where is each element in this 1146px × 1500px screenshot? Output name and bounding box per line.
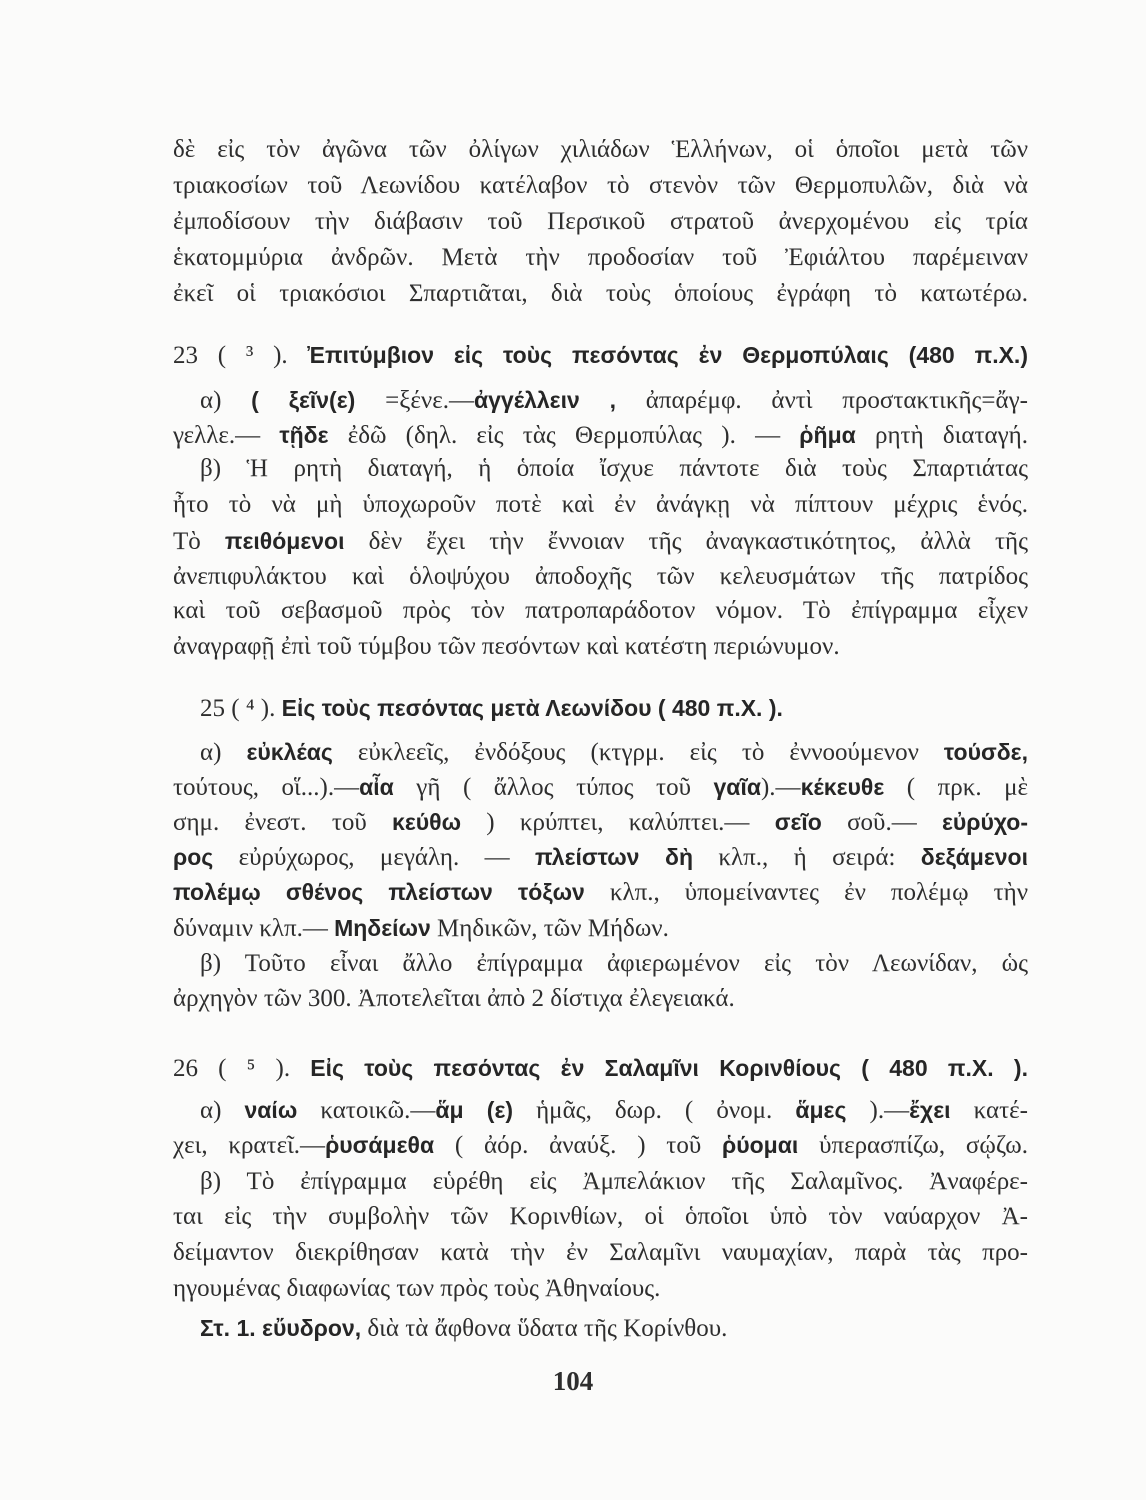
- bold-term: Εἰς τοὺς πεσόντας μετὰ Λεωνίδου ( 480 π.Χ. ).: [281, 695, 783, 721]
- text-run: χει, κρατεῖ.—: [173, 1132, 326, 1159]
- text-line: [173, 1271, 1028, 1307]
- page-number: 104: [552, 1366, 594, 1396]
- text-run: σημ. ἐνεστ. τοῦ: [173, 809, 393, 836]
- bold-term: ἅμες: [795, 1097, 847, 1123]
- text-run: ἐκεῖ οἱ τριακόσιοι Σπαρτιᾶται, διὰ τοὺς ὁποίους ἐγράφη τὸ κατωτέρω.: [173, 280, 1028, 307]
- text-run: ρητὴ διαταγή.: [855, 422, 1029, 449]
- text-line: [173, 487, 1028, 523]
- text-run: κλπ., ἡ σειρά:: [693, 844, 921, 871]
- text-line: [200, 382, 1028, 418]
- text-line: [200, 734, 1028, 770]
- text-run: α): [200, 739, 247, 766]
- text-line: [173, 839, 1028, 875]
- bold-term: Ἐπιτύμβιον εἰς τοὺς πεσόντας ἐν Θερμοπύλαις (480 π.Χ.): [307, 342, 1028, 368]
- bold-term: τούσδε,: [943, 739, 1028, 765]
- text-run: 23 ( ³ ).: [173, 342, 308, 369]
- bold-term: τῇδε: [279, 422, 329, 448]
- text-run: ἀπαρέμφ. ἀντὶ προστακτικῆς=ἄγ-: [616, 387, 1029, 414]
- text-line: [173, 1199, 1028, 1235]
- bold-term: γαῖα: [713, 774, 761, 800]
- text-run: εὐκλεεῖς, ἐνδόξους (κτγρμ. εἰς τὸ ἐννοούμενον: [332, 739, 944, 766]
- text-run: Τὸ: [173, 528, 225, 555]
- text-run: ηγουμένας διαφωνίας των πρὸς τοὺς Ἀθηναίους.: [173, 1275, 661, 1302]
- text-run: διὰ τὰ ἄφθονα ὕδατα τῆς Κορίνθου.: [361, 1315, 728, 1342]
- bold-term: ἔχει: [909, 1097, 951, 1123]
- text-run: δὲν ἔχει τὴν ἔννοιαν τῆς ἀναγκαστικότητος, ἀλλὰ τῆς: [344, 528, 1028, 555]
- text-line: [173, 769, 1028, 805]
- text-run: ).—: [760, 774, 801, 801]
- text-line: [173, 240, 1028, 276]
- text-run: τούτους, οἵ...).—: [173, 774, 360, 801]
- text-run: ἡμᾶς, δωρ. ( ὀνομ.: [513, 1097, 796, 1124]
- text-run: α): [200, 1097, 245, 1124]
- text-run: α): [200, 387, 252, 414]
- text-line: [173, 629, 1028, 665]
- bold-term: Εἰς τοὺς πεσόντας ἐν Σαλαμῖνι Κορινθίους ( 480 π.Χ. ).: [310, 1055, 1028, 1081]
- bold-term: ῥυσάμεθα: [325, 1132, 435, 1158]
- text-run: β) Τοῦτο εἶναι ἄλλο ἐπίγραμμα ἀφιερωμένον εἰς τὸν Λεωνίδαν, ὡς: [200, 950, 1028, 977]
- bold-term: ἀγγέλλειν ,: [473, 387, 617, 413]
- text-line: [173, 593, 1028, 629]
- text-run: β) Ἡ ρητὴ διαταγή, ἡ ὁποία ἴσχυε πάντοτε διὰ τοὺς Σπαρτιάτας: [200, 455, 1028, 482]
- text-run: ).—: [846, 1097, 910, 1124]
- text-run: 26 ( ⁵ ).: [173, 1055, 311, 1082]
- text-line: [173, 1235, 1028, 1271]
- text-run: ) κρύπτει, καλύπτει.—: [461, 809, 775, 836]
- text-line: [200, 1092, 1028, 1128]
- text-line: [173, 910, 1028, 946]
- bold-term: αἶα: [359, 774, 394, 800]
- text-run: καὶ τοῦ σεβασμοῦ πρὸς τὸν πατροπαράδοτον νόμον. Τὸ ἐπίγραμμα εἶχεν: [173, 597, 1028, 624]
- bold-term: ῥύομαι: [722, 1132, 799, 1158]
- bold-term: δεξάμενοι: [920, 844, 1028, 870]
- bold-term: ναίω: [244, 1097, 298, 1123]
- section-heading: [173, 1050, 1028, 1086]
- text-run: ται εἰς τὴν συμβολὴν τῶν Κορινθίων, οἱ ὁποῖοι ὑπὸ τὸν ναύαρχον Ἀ-: [173, 1203, 1028, 1230]
- text-run: εὐρύχωρος, μεγάλη. —: [213, 844, 536, 871]
- text-line: [173, 874, 1028, 910]
- text-line: [173, 981, 1028, 1017]
- bold-term: σεῖο: [774, 809, 822, 835]
- text-line: [173, 523, 1028, 559]
- bold-term: κέκευθε: [800, 774, 885, 800]
- text-run: γελλε.—: [173, 422, 280, 449]
- bold-term: Μηδείων: [334, 915, 431, 941]
- text-line: [173, 276, 1028, 312]
- text-line: [173, 168, 1028, 204]
- text-line: [173, 1127, 1028, 1163]
- text-run: τριακοσίων τοῦ Λεωνίδου κατέλαβον τὸ στενὸν τῶν Θερμοπυλῶν, διὰ νὰ: [173, 172, 1028, 199]
- text-run: κλπ., ὑπομείναντες ἐν πολέμῳ τὴν: [584, 879, 1028, 906]
- text-run: κατοικῶ.—: [297, 1097, 436, 1124]
- section-heading: [173, 337, 1028, 373]
- text-run: δείμαντον διεκρίθησαν κατὰ τὴν ἐν Σαλαμῖνι ναυμαχίαν, παρὰ τὰς προ-: [173, 1239, 1028, 1266]
- text-line: [173, 559, 1028, 595]
- text-run: δύναμιν κλπ.—: [173, 915, 335, 942]
- text-run: 25 ( ⁴ ).: [200, 695, 282, 722]
- bold-term: πειθόμενοι: [224, 528, 345, 554]
- text-line: [173, 804, 1028, 840]
- text-run: γῆ ( ἄλλος τύπος τοῦ: [393, 774, 714, 801]
- text-run: ἦτο τὸ νὰ μὴ ὑποχωροῦν ποτὲ καὶ ἐν ἀνάγκῃ νὰ πίπτουν μέχρις ἑνός.: [173, 491, 1028, 518]
- bold-term: εὐρύχο-: [941, 809, 1029, 835]
- text-line: [173, 417, 1028, 453]
- bold-term: ( ξεῖν(ε): [251, 387, 386, 413]
- text-run: ( πρκ. μὲ: [884, 774, 1029, 801]
- text-run: ἐμποδίσουν τὴν διάβασιν τοῦ Περσικοῦ στρατοῦ ἀνερχομένου εἰς τρία: [173, 208, 1028, 235]
- text-line: [173, 204, 1028, 240]
- text-run: κατέ-: [950, 1097, 1028, 1124]
- bold-term: πλείστων δὴ: [535, 844, 694, 870]
- text-run: ( ἀόρ. ἀναύξ. ) τοῦ: [434, 1132, 723, 1159]
- text-run: ἐδῶ (δηλ. εἰς τὰς Θερμοπύλας ). —: [328, 422, 800, 449]
- text-run: δὲ εἰς τὸν ἀγῶνα τῶν ὀλίγων χιλιάδων Ἑλλήνων, οἱ ὁποῖοι μετὰ τῶν: [173, 136, 1028, 163]
- bold-term: Στ. 1. εὔυδρον,: [200, 1315, 362, 1341]
- text-line: [173, 132, 1028, 168]
- text-line: [200, 946, 1028, 982]
- text-run: =ξένε.—: [385, 387, 474, 414]
- bold-term: πολέμῳ σθένος πλείστων τόξων: [173, 879, 585, 905]
- section-heading: [200, 690, 1028, 726]
- bold-term: ρος: [173, 844, 214, 870]
- text-run: Μηδικῶν, τῶν Μήδων.: [430, 915, 669, 942]
- text-line: [200, 451, 1028, 487]
- text-run: ἑκατομμύρια ἀνδρῶν. Μετὰ τὴν προδοσίαν τοῦ Ἐφιάλτου παρέμειναν: [173, 244, 1028, 271]
- text-run: ὑπερασπίζω, σῴζω.: [798, 1132, 1029, 1159]
- text-run: ἀρχηγὸν τῶν 300. Ἀποτελεῖται ἀπὸ 2 δίστιχα ἐλεγειακά.: [173, 985, 735, 1012]
- text-run: ἀνεπιφυλάκτου καὶ ὁλοψύχου ἀποδοχῆς τῶν κελευσμάτων τῆς πατρίδος: [173, 563, 1028, 590]
- bold-term: ἅμ (ε): [435, 1097, 514, 1123]
- text-line: [200, 1164, 1028, 1200]
- text-run: β) Τὸ ἐπίγραμμα εὑρέθη εἰς Ἀμπελάκιον τῆς Σαλαμῖνος. Ἀναφέρε-: [200, 1168, 1028, 1195]
- bold-term: κεύθω: [392, 809, 462, 835]
- text-run: ἀναγραφῇ ἐπὶ τοῦ τύμβου τῶν πεσόντων καὶ κατέστη περιώνυμον.: [173, 633, 840, 660]
- bold-term: εὐκλέας: [246, 739, 333, 765]
- text-run: σοῦ.—: [821, 809, 942, 836]
- bold-term: ῥῆμα: [799, 422, 856, 448]
- text-line: [200, 1310, 1028, 1346]
